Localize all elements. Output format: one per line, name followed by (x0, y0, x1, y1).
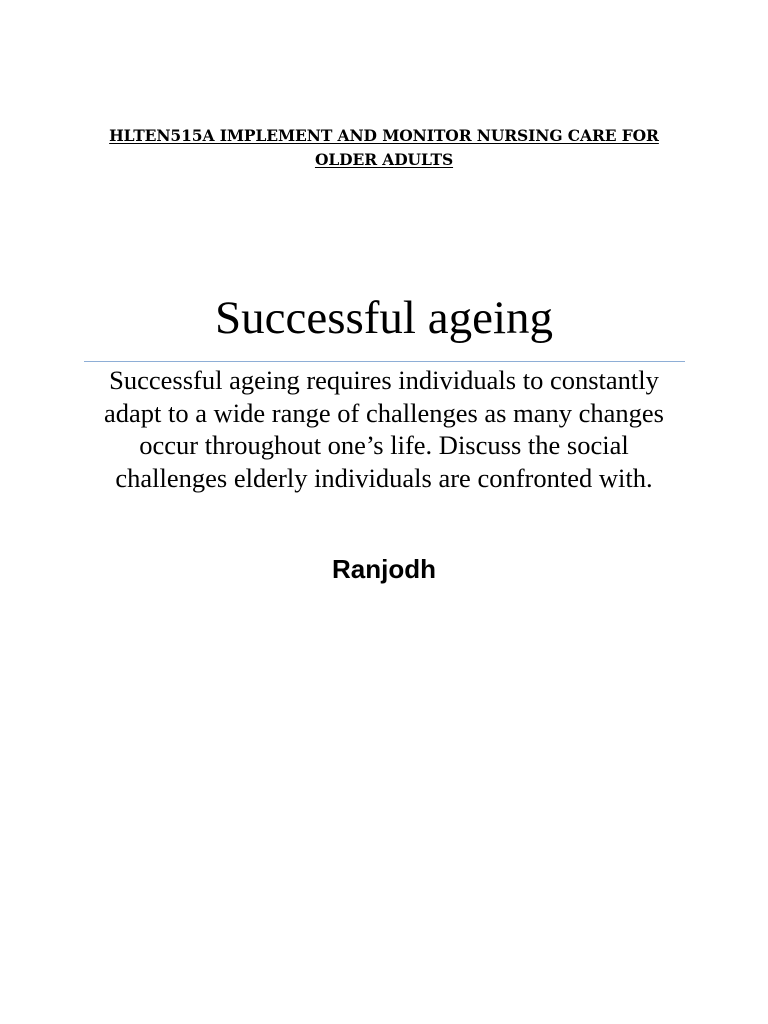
document-subtitle: Successful ageing requires individuals to constantly adapt to a wide range of challenges as many changes occur throughout one’s life. Discuss the social challenges elderly individuals are confronted with. (104, 365, 664, 493)
title-divider (84, 361, 685, 362)
course-heading: HLTEN515A IMPLEMENT AND MONITOR NURSING CARE FOR OLDER ADULTS (109, 126, 659, 169)
document-title: Successful ageing (214, 292, 554, 344)
author-name: Ranjodh (332, 554, 436, 584)
